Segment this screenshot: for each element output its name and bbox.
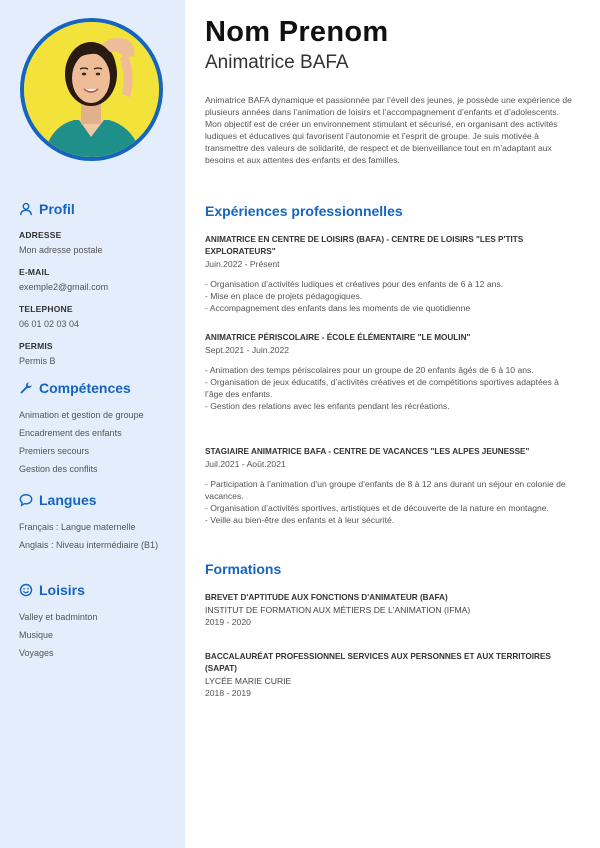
experience-item — [205, 332, 573, 412]
speech-bubble-icon — [19, 493, 33, 507]
languages-heading — [19, 491, 179, 509]
bullet: - Gestion des relations avec les enfants pendant les récréations. — [205, 401, 450, 411]
education-heading: Formations — [205, 561, 282, 577]
license-value: Permis B — [19, 356, 56, 366]
experience-dates: Sept.2021 - Juin.2022 — [205, 345, 290, 355]
person-name: Nom Prenom — [205, 16, 389, 48]
bullet: - Animation des temps périscolaires pour un groupe de 20 enfants âgés de 6 à 10 ans. — [205, 365, 534, 375]
skills-section — [19, 379, 179, 481]
languages-list — [19, 521, 179, 551]
skills-heading-text: Compétences — [39, 380, 131, 396]
experience-heading: Expériences professionnelles — [205, 203, 403, 219]
skills-heading — [19, 379, 179, 397]
hobbies-heading-text: Loisirs — [39, 582, 85, 598]
bullet: - Veille au bien-être des enfants et à leur sécurité. — [205, 515, 395, 525]
skills-list — [19, 409, 179, 475]
email-value: exemple2@gmail.com — [19, 282, 109, 292]
skill-item: Animation et gestion de groupe — [19, 410, 144, 420]
languages-heading-text: Langues — [39, 492, 97, 508]
education-item — [205, 592, 573, 628]
education-school: LYCÉE MARIE CURIE — [205, 676, 292, 686]
hobby-item: Voyages — [19, 648, 54, 658]
experience-item — [205, 234, 573, 314]
skill-item: Encadrement des enfants — [19, 428, 122, 438]
experience-bullets — [205, 478, 573, 526]
smiley-icon — [19, 583, 33, 597]
bullet: - Organisation d’activités sportives, artistiques et de découverte de la nature en montagne. — [205, 503, 549, 513]
experience-title: ANIMATRICE EN CENTRE DE LOISIRS (BAFA) - CENTRE DE LOISIRS "LES P'TITS EXPLORATEURS" — [205, 235, 524, 256]
bullet: - Organisation d’activités ludiques et créatives pour des enfants de 6 à 12 ans. — [205, 279, 504, 289]
address-value: Mon adresse postale — [19, 245, 103, 255]
education-school: INSTITUT DE FORMATION AUX MÉTIERS DE L'ANIMATION (IFMA) — [205, 605, 471, 615]
profile-section — [19, 200, 179, 366]
profile-heading — [19, 200, 179, 218]
education-dates: 2019 - 2020 — [205, 617, 251, 627]
wrench-icon — [19, 381, 33, 395]
bullet: - Participation à l’animation d’un groupe d’enfants de 8 à 12 ans durant un séjour en colonie de vacances. — [205, 479, 566, 501]
profile-heading-text: Profil — [39, 201, 75, 217]
hobby-item: Valley et badminton — [19, 612, 98, 622]
license-label: PERMIS — [19, 341, 53, 351]
languages-section — [19, 491, 179, 557]
experience-title: STAGIAIRE ANIMATRICE BAFA - CENTRE DE VACANCES "LES ALPES JEUNESSE" — [205, 447, 530, 456]
phone-value: 06 01 02 03 04 — [19, 319, 80, 329]
experience-dates: Juin.2022 - Présent — [205, 259, 280, 269]
hobbies-list — [19, 611, 179, 659]
education-title: BREVET D'APTITUDE AUX FONCTIONS D'ANIMATEUR (BAFA) — [205, 593, 448, 602]
bullet: - Organisation de jeux éducatifs, d’activités créatives et de compétitions sportives adaptées à l’âge des enfants. — [205, 377, 559, 399]
language-item: Français : Langue maternelle — [19, 522, 136, 532]
hobby-item: Musique — [19, 630, 54, 640]
job-title: Animatrice BAFA — [205, 52, 349, 73]
education-dates: 2018 - 2019 — [205, 688, 251, 698]
bullet: - Mise en place de projets pédagogiques. — [205, 291, 363, 301]
hobbies-section — [19, 581, 179, 665]
intro-paragraph: Animatrice BAFA dynamique et passionnée par l’éveil des jeunes, je possède une expérience de plusieurs années dans l’animation de loisirs et l’accompagnement d’enfants et d’adolescents. Mon objectif est de créer un environnement stimulant et sécurisé, en organisant des activités ludiques et éducatives qui favorisent l’autonomie et l’esprit de groupe. Je suis motivée à transmettre des valeurs de solidarité, de respect et de bienveillance tout en m’adaptant aux besoins et aux attentes des enfants et des familles. — [205, 95, 572, 165]
profile-photo — [20, 18, 163, 161]
skill-item: Gestion des conflits — [19, 464, 98, 474]
experience-item — [205, 446, 573, 526]
education-title: BACCALAURÉAT PROFESSIONNEL SERVICES AUX PERSONNES ET AUX TERRITOIRES (SAPAT) — [205, 652, 551, 673]
hobbies-heading — [19, 581, 179, 599]
skill-item: Premiers secours — [19, 446, 90, 456]
user-icon — [19, 202, 33, 216]
bullet: - Accompagnement des enfants dans les moments de vie quotidienne — [205, 303, 471, 313]
sidebar — [0, 0, 185, 848]
education-item — [205, 651, 573, 699]
address-label: ADRESSE — [19, 230, 62, 240]
experience-bullets — [205, 278, 573, 314]
phone-label: TELEPHONE — [19, 304, 73, 314]
email-label: E-MAIL — [19, 267, 50, 277]
language-item: Anglais : Niveau intermédiaire (B1) — [19, 540, 159, 550]
experience-title: ANIMATRICE PÉRISCOLAIRE - ÉCOLE ÉLÉMENTAIRE "LE MOULIN" — [205, 333, 471, 342]
experience-dates: Juil.2021 - Août.2021 — [205, 459, 286, 469]
experience-bullets — [205, 364, 573, 412]
